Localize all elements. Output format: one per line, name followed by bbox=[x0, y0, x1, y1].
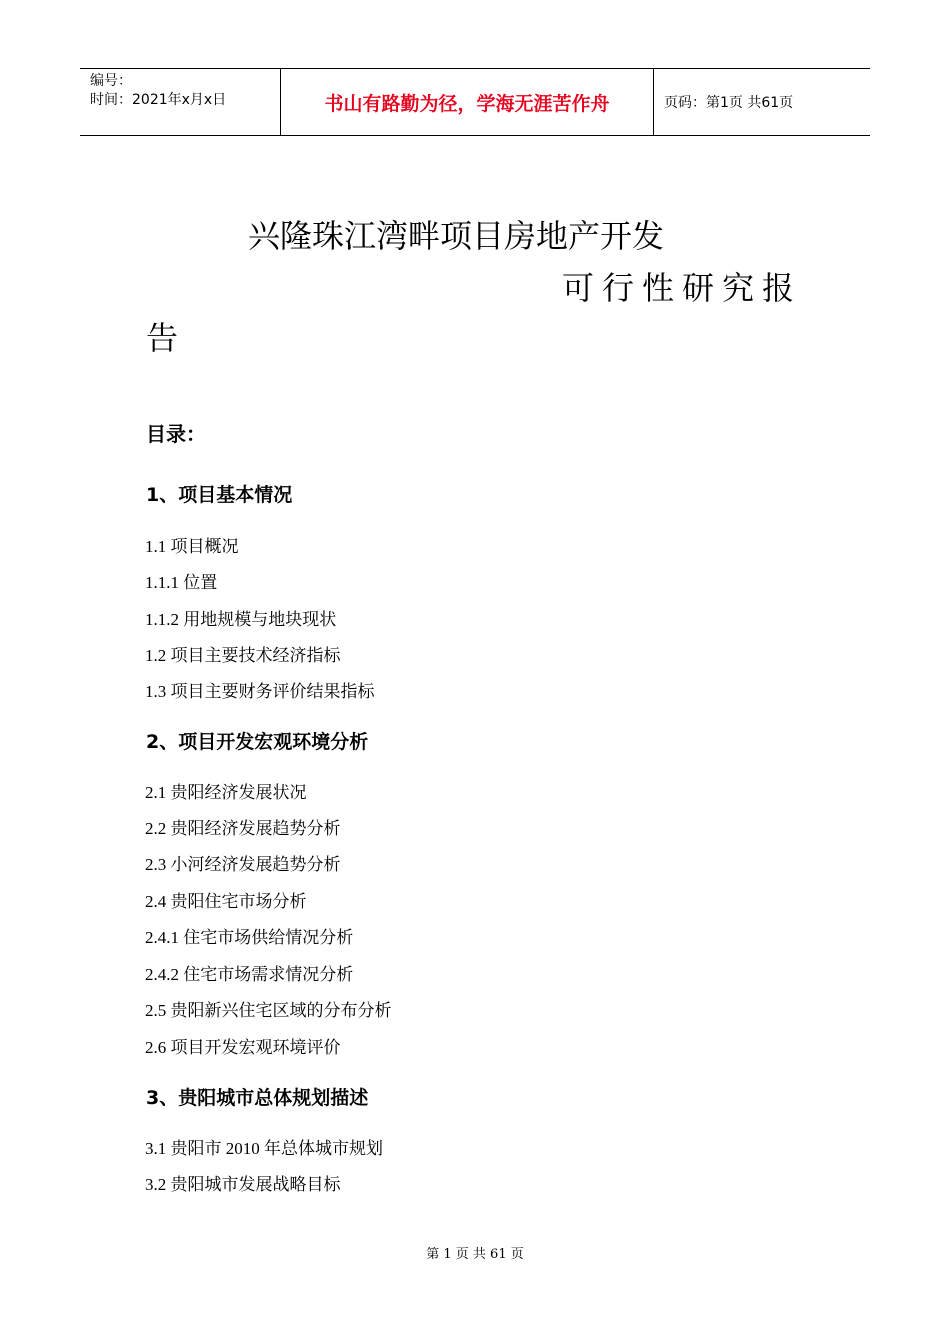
toc-item: 3.1 贵阳市 2010 年总体城市规划 bbox=[145, 1139, 383, 1158]
toc-item: 2.4.1 住宅市场供给情况分析 bbox=[145, 928, 354, 947]
toc-item: 2.6 项目开发宏观环境评价 bbox=[145, 1038, 341, 1057]
toc-item: 2.5 贵阳新兴住宅区域的分布分析 bbox=[145, 1001, 392, 1020]
toc-item: 3.2 贵阳城市发展战略目标 bbox=[145, 1175, 341, 1194]
toc-section-3: 3、贵阳城市总体规划描述 bbox=[146, 1087, 369, 1109]
document-number-label: 编号： bbox=[90, 73, 132, 89]
toc-heading: 目录： bbox=[146, 422, 206, 446]
toc-item: 1.2 项目主要技术经济指标 bbox=[145, 646, 341, 665]
header-page-info: 页码：第1页 共61页 bbox=[664, 95, 794, 111]
toc-item: 2.4 贵阳住宅市场分析 bbox=[145, 892, 307, 911]
document-time-label: 时间：2021年x月x日 bbox=[90, 92, 227, 108]
document-title-line-3: 告 bbox=[146, 319, 179, 357]
toc-item: 2.2 贵阳经济发展趋势分析 bbox=[145, 819, 341, 838]
page-footer: 第 1 页 共 61 页 bbox=[426, 1247, 524, 1262]
page-header bbox=[80, 68, 870, 136]
toc-section-1: 1、项目基本情况 bbox=[146, 484, 293, 506]
header-motto: 书山有路勤为径，学海无涯苦作舟 bbox=[281, 69, 654, 135]
toc-item: 1.1 项目概况 bbox=[145, 537, 239, 556]
toc-item: 2.1 贵阳经济发展状况 bbox=[145, 783, 307, 802]
toc-item: 2.4.2 住宅市场需求情况分析 bbox=[145, 965, 354, 984]
toc-item: 1.3 项目主要财务评价结果指标 bbox=[145, 682, 375, 701]
toc-section-2: 2、项目开发宏观环境分析 bbox=[146, 731, 369, 753]
toc-item: 1.1.1 位置 bbox=[145, 573, 218, 592]
toc-item: 2.3 小河经济发展趋势分析 bbox=[145, 855, 341, 874]
toc-item: 1.1.2 用地规模与地块现状 bbox=[145, 610, 337, 629]
document-title-line-1: 兴隆珠江湾畔项目房地产开发 bbox=[248, 217, 665, 255]
header-meta-cell bbox=[80, 69, 281, 135]
document-title-line-2: 可行性研究报 bbox=[562, 269, 803, 307]
